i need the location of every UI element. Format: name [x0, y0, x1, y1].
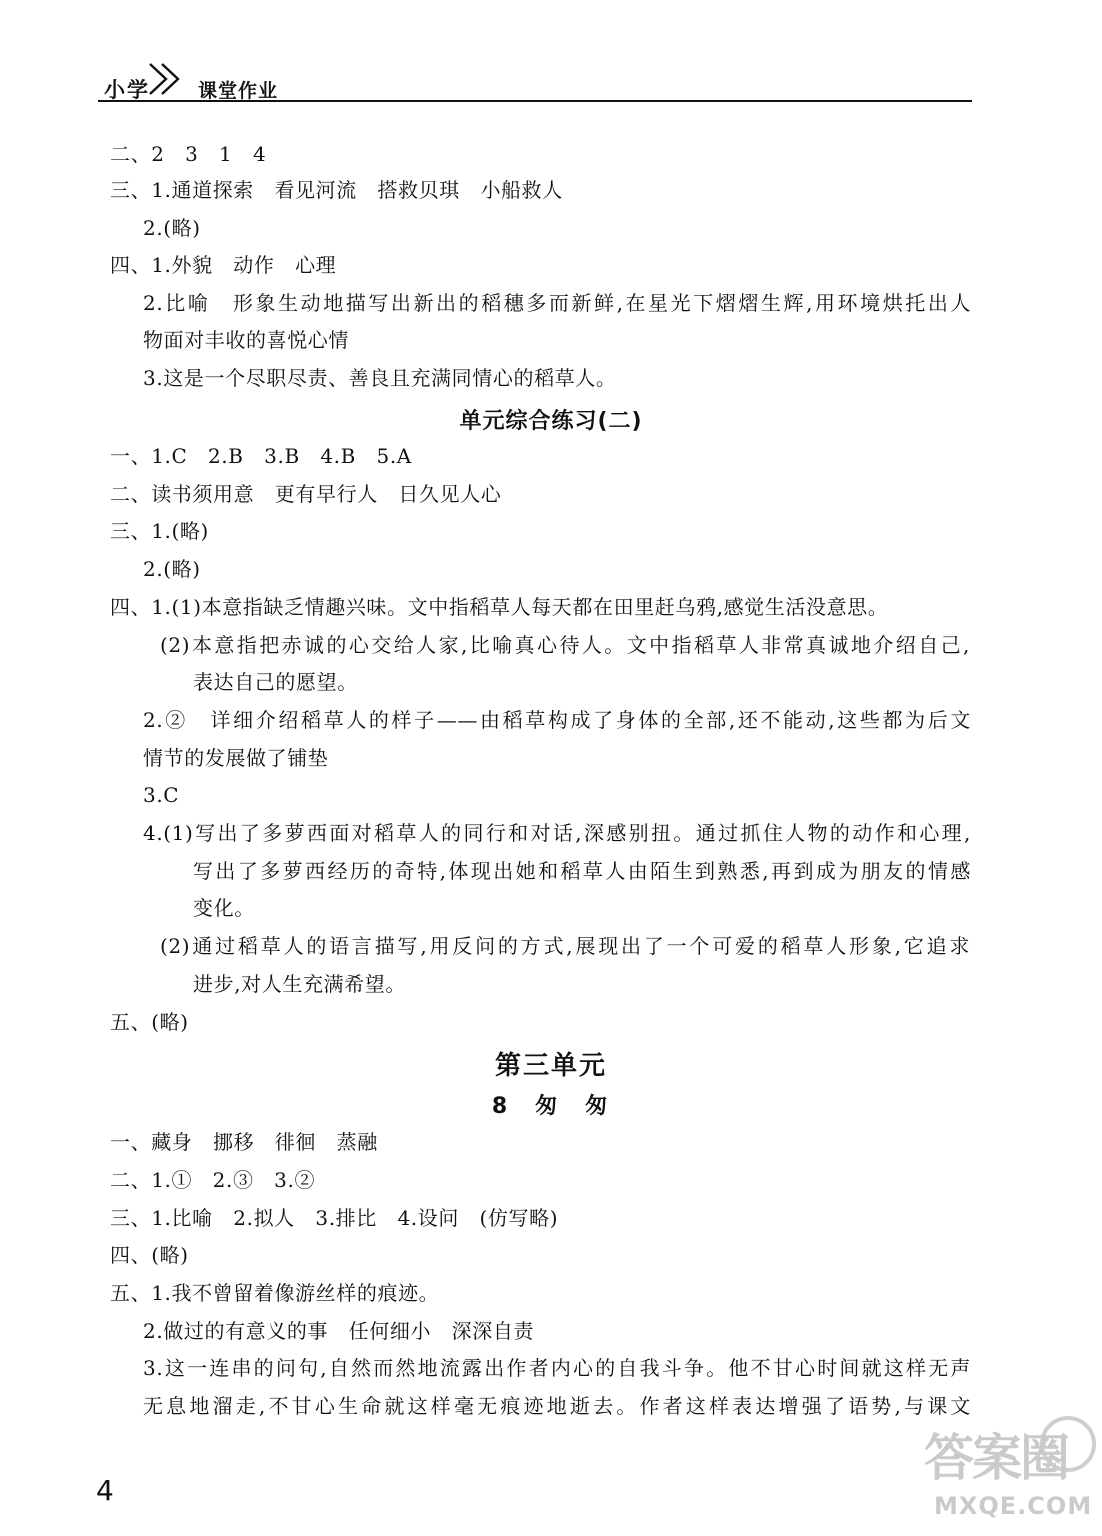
answer-line: 2.比喻 形象生动地描写出新出的稻穗多而新鲜,在星光下熠熠生辉,用环境烘托出人: [143, 291, 971, 315]
answer-line: 五、(略): [110, 1010, 189, 1034]
answer-line: 三、1.通道探索 看见河流 搭救贝琪 小船救人: [110, 178, 563, 202]
answer-line: 进步,对人生充满希望。: [193, 972, 406, 996]
answer-line: 二、1.① 2.③ 3.②: [110, 1168, 316, 1192]
header-series-title: 小学: [104, 78, 150, 102]
section-title: 单元综合练习(二): [459, 409, 643, 434]
answer-line: 2.② 详细介绍稻草人的样子——由稻草构成了身体的全部,还不能动,这些都为后文: [143, 708, 971, 732]
watermark-url: MXQE.COM: [934, 1492, 1093, 1520]
answer-line: 3.C: [143, 783, 180, 807]
watermark-text: 答案圈: [924, 1429, 1068, 1487]
answer-line: 物面对丰收的喜悦心情: [143, 328, 349, 352]
answer-line: 四、1.外貌 动作 心理: [110, 253, 337, 277]
answer-line: 表达自己的愿望。: [193, 670, 358, 694]
answer-line: (2)本意指把赤诚的心交给人家,比喻真心待人。文中指稻草人非常真诚地介绍自己,: [160, 633, 970, 657]
answer-line: 情节的发展做了铺垫: [143, 746, 329, 770]
answer-line: 一、藏身 挪移 徘徊 蒸融: [110, 1130, 378, 1154]
header-book-title: 课堂作业: [198, 80, 279, 102]
answer-line: 三、1.(略): [110, 519, 209, 543]
answer-line: 二、读书须用意 更有早行人 日久见人心: [110, 482, 502, 506]
answer-line: 写出了多萝西经历的奇特,体现出她和稻草人由陌生到熟悉,再到成为朋友的情感: [193, 859, 971, 883]
answer-line: 3.这一连串的问句,自然而然地流露出作者内心的自我斗争。他不甘心时间就这样无声: [143, 1356, 971, 1380]
answer-line: 四、(略): [110, 1243, 189, 1267]
unit-title: 第三单元: [494, 1051, 607, 1081]
answer-line: 无息地溜走,不甘心生命就这样毫无痕迹地逝去。作者这样表达增强了语势,与课文: [143, 1394, 971, 1418]
answer-line: 三、1.比喻 2.拟人 3.排比 4.设问 (仿写略): [110, 1206, 559, 1230]
watermark-logo: [918, 1408, 1098, 1532]
lesson-title: 8 匆 匆: [491, 1094, 611, 1119]
page-number: 4: [96, 1474, 114, 1507]
answer-line: 一、1.C 2.B 3.B 4.B 5.A: [110, 444, 412, 468]
answer-line: 4.(1)写出了多萝西面对稻草人的同行和对话,深感别扭。通过抓住人物的动作和心理,: [143, 821, 971, 845]
answer-line: 五、1.我不曾留着像游丝样的痕迹。: [110, 1281, 440, 1305]
answer-line: 变化。: [193, 896, 255, 920]
answer-line: 2.(略): [143, 216, 201, 240]
answer-line: 2.做过的有意义的事 任何细小 深深自责: [143, 1319, 535, 1343]
answer-line: 2.(略): [143, 557, 201, 581]
answer-line: 四、1.(1)本意指缺乏情趣兴味。文中指稻草人每天都在田里赶乌鸦,感觉生活没意思。: [110, 595, 889, 619]
answer-line: (2)通过稻草人的语言描写,用反问的方式,展现出了一个可爱的稻草人形象,它追求: [160, 934, 970, 958]
answer-line: 二、2 3 1 4: [110, 142, 267, 166]
answer-line: 3.这是一个尽职尽责、善良且充满同情心的稻草人。: [143, 366, 617, 390]
